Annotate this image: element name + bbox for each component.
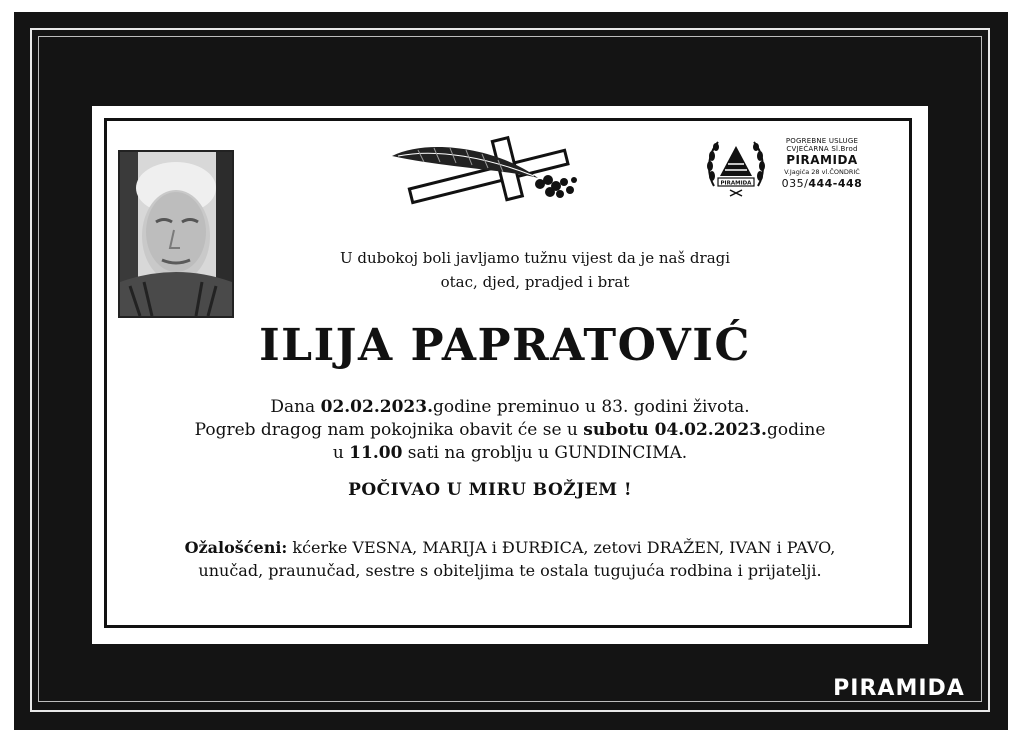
- logo-phone: 035/444-448: [781, 176, 863, 190]
- funeral-service-logo: [704, 134, 872, 202]
- logo-text-block: [770, 138, 874, 190]
- intro-text: [280, 246, 790, 294]
- funeral-date-line: Pogreb dragog nam pokojnika obavit će se u subotu 04.02.2023.godine: [194, 420, 826, 440]
- mourners-line-2: unučad, praunučad, sestre s obiteljima te ostala tugujuća rodbina i prijatelji.: [198, 561, 822, 580]
- intro-line-2: otac, djed, pradjed i brat: [440, 273, 630, 291]
- funeral-details: [150, 396, 870, 465]
- cross-with-palm-branch-emblem: [388, 134, 584, 212]
- death-date: 02.02.2023.: [320, 397, 433, 417]
- footer-brand-logo: PIRAMIDA: [826, 676, 972, 701]
- intro-line-1: U dubokoj boli javljamo tužnu vijest da je naš dragi: [339, 249, 731, 267]
- funeral-date: subotu 04.02.2023.: [583, 420, 767, 440]
- logo-address: V.Jagića 28 vl.ČONDRIĆ: [784, 167, 860, 176]
- mourners-text: [160, 536, 860, 582]
- rest-in-peace-text: POČIVAO U MIRU BOŽJEM !: [348, 480, 632, 500]
- pyramid-laurel-logo-icon: [704, 136, 768, 198]
- mourners-label: Ožalošćeni:: [184, 538, 288, 557]
- logo-company-name: PIRAMIDA: [786, 153, 858, 168]
- portrait-photo: [118, 150, 234, 318]
- logo-badge-text: PIRAMIDA: [720, 180, 752, 187]
- logo-line-services: POGREBNE USLUGE: [785, 137, 859, 145]
- mourners-line-1: Ožalošćeni: kćerke VESNA, MARIJA i ĐURĐICA, zetovi DRAŽEN, IVAN i PAVO,: [184, 538, 836, 557]
- logo-line-florist: CVJEĆARNA Sl.Brod: [786, 144, 858, 153]
- deceased-name: ILIJA PAPRATOVIĆ: [259, 320, 751, 371]
- death-date-line: Dana 02.02.2023.godine preminuo u 83. godini života.: [270, 397, 750, 417]
- funeral-time: 11.00: [349, 443, 403, 463]
- funeral-time-line: u 11.00 sati na groblju u GUNDINCIMA.: [332, 443, 688, 463]
